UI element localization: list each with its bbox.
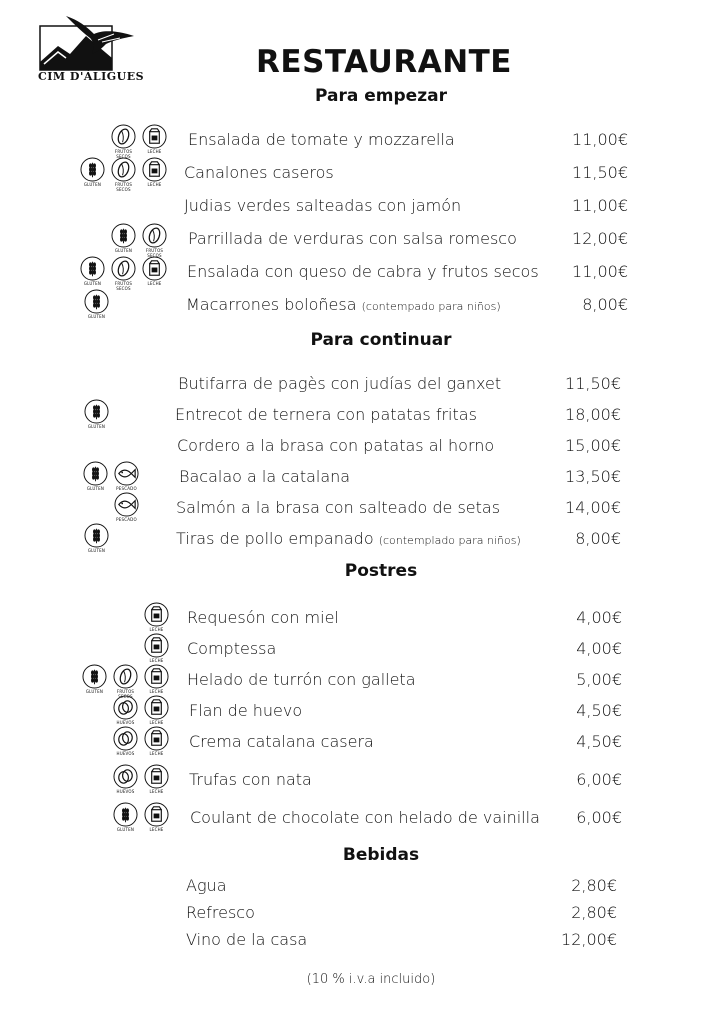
allergen-label: FRUTOS SECOS — [114, 281, 133, 291]
dish-name: Trufas con nata — [189, 770, 312, 789]
dish-name: Ensalada con queso de cabra y frutos secos — [187, 262, 539, 281]
dish-price: 4,50€ — [576, 732, 622, 751]
dish-name: Cordero a la brasa con patatas al horno — [177, 436, 495, 455]
allergen-label: FRUTOS SECOS — [145, 248, 164, 258]
allergen-icons — [112, 726, 170, 760]
dish-name: Requesón con miel — [187, 608, 339, 627]
milk-carton-icon — [141, 124, 168, 158]
dish-price: 8,00€ — [575, 529, 621, 548]
allergen-label: HUEVOS — [116, 720, 135, 725]
dish-name: Bacalao a la catalana — [179, 467, 351, 486]
section-heading: Para continuar — [310, 330, 452, 350]
nuts-icon — [141, 223, 168, 257]
milk-carton-icon — [141, 157, 168, 191]
dish-price: 4,50€ — [576, 701, 622, 720]
allergen-label: FRUTOS SECOS — [114, 149, 133, 159]
milk-carton-icon — [143, 633, 170, 667]
allergen-label: FRUTOS SECOS — [114, 182, 133, 192]
dish-name: Ensalada de tomate y mozzarella — [188, 130, 455, 149]
nuts-icon — [110, 157, 137, 191]
allergen-label: LECHE — [149, 720, 164, 725]
dish-price: 11,50€ — [572, 163, 628, 182]
egg-icon — [112, 764, 139, 798]
nuts-icon — [112, 664, 139, 698]
dish-price: 4,00€ — [576, 608, 622, 627]
gluten-icon — [79, 256, 106, 290]
milk-carton-icon — [143, 602, 170, 636]
milk-carton-icon — [143, 764, 170, 798]
dish-price: 6,00€ — [576, 770, 622, 789]
dish-name: Parrillada de verduras con salsa romesco — [188, 229, 517, 248]
allergen-label: LECHE — [147, 281, 162, 286]
allergen-label: LECHE — [149, 789, 164, 794]
allergen-label: HUEVOS — [116, 751, 135, 756]
allergen-label: PESCADO — [116, 517, 137, 522]
dish-name: Macarrones boloñesa (contempado para niños) — [186, 295, 501, 314]
dish-price: 11,00€ — [572, 262, 628, 281]
dish-note: (contemplado para niños) — [378, 534, 521, 547]
allergen-icons — [110, 223, 168, 257]
egg-icon — [112, 695, 139, 729]
dish-price: 2,80€ — [571, 903, 617, 922]
dish-name: Salmón a la brasa con salteado de setas — [176, 498, 501, 517]
gluten-icon — [112, 802, 139, 836]
allergen-icons — [83, 399, 110, 433]
dish-price: 4,00€ — [576, 639, 622, 658]
gluten-icon — [82, 461, 109, 495]
milk-carton-icon — [143, 664, 170, 698]
page-title: RESTAURANTE — [256, 44, 512, 80]
allergen-icons — [112, 802, 170, 836]
dish-name: Vino de la casa — [186, 930, 308, 949]
dish-price: 12,00€ — [561, 930, 617, 949]
gluten-icon — [83, 523, 110, 557]
allergen-label: LECHE — [147, 149, 162, 154]
allergen-label: GLUTEN — [83, 281, 102, 286]
dish-price: 8,00€ — [582, 295, 628, 314]
allergen-label: GLUTEN — [87, 424, 106, 429]
allergen-icons — [143, 602, 170, 636]
allergen-label: GLUTEN — [85, 689, 104, 694]
dish-name: Coulant de chocolate con helado de vainilla — [190, 808, 540, 827]
milk-carton-icon — [143, 695, 170, 729]
logo-text: CIM D'ÀLIGUES — [38, 70, 145, 83]
allergen-icons — [143, 633, 170, 667]
allergen-icons — [79, 256, 168, 290]
dish-price: 13,50€ — [565, 467, 621, 486]
allergen-icons — [113, 492, 140, 526]
allergen-label: LECHE — [149, 751, 164, 756]
dish-price: 12,00€ — [572, 229, 628, 248]
allergen-label: GLUTEN — [83, 182, 102, 187]
allergen-icons — [112, 764, 170, 798]
section-heading: Para empezar — [315, 86, 447, 106]
allergen-icons — [82, 461, 140, 495]
egg-icon — [112, 726, 139, 760]
allergen-icons — [81, 664, 170, 698]
nuts-icon — [110, 124, 137, 158]
section-heading: Bebidas — [342, 845, 420, 865]
dish-name: Tiras de pollo empanado (contemplado para niños) — [176, 529, 521, 548]
dish-price: 5,00€ — [576, 670, 622, 689]
dish-price: 6,00€ — [576, 808, 622, 827]
allergen-label: LECHE — [147, 182, 162, 187]
milk-carton-icon — [143, 802, 170, 836]
dish-name: Entrecot de ternera con patatas fritas — [175, 405, 477, 424]
dish-name: Crema catalana casera — [189, 732, 374, 751]
allergen-icons — [83, 289, 110, 323]
dish-name: Refresco — [186, 903, 255, 922]
allergen-label: GLUTEN — [86, 486, 105, 491]
allergen-label: LECHE — [149, 827, 164, 832]
gluten-icon — [83, 289, 110, 323]
allergen-label: GLUTEN — [114, 248, 133, 253]
dish-name: Canalones caseros — [184, 163, 334, 182]
dish-name: Agua — [186, 876, 227, 895]
dish-price: 15,00€ — [565, 436, 621, 455]
section-heading: Postres — [344, 561, 418, 581]
milk-carton-icon — [143, 726, 170, 760]
gluten-icon — [83, 399, 110, 433]
allergen-label: HUEVOS — [116, 789, 135, 794]
dish-name: Judias verdes salteadas con jamón — [184, 196, 462, 215]
allergen-label: FRUTOS SECOS — [116, 689, 135, 699]
fish-icon — [113, 492, 140, 526]
dish-name: Butifarra de pagès con judías del ganxet — [178, 374, 502, 393]
allergen-icons — [112, 695, 170, 729]
dish-price: 11,00€ — [572, 130, 628, 149]
allergen-label: GLUTEN — [87, 314, 106, 319]
allergen-icons — [110, 124, 168, 158]
dish-price: 14,00€ — [565, 498, 621, 517]
tax-note: (10 % i.v.a incluido) — [306, 972, 436, 987]
allergen-icons — [79, 157, 168, 191]
allergen-label: PESCADO — [116, 486, 137, 491]
milk-carton-icon — [141, 256, 168, 290]
dish-name: Comptessa — [187, 639, 277, 658]
allergen-icons — [83, 523, 110, 557]
dish-name: Helado de turrón con galleta — [187, 670, 416, 689]
fish-icon — [113, 461, 140, 495]
allergen-label: GLUTEN — [87, 548, 106, 553]
nuts-icon — [110, 256, 137, 290]
allergen-label: LECHE — [149, 689, 164, 694]
allergen-label: GLUTEN — [116, 827, 135, 832]
gluten-icon — [110, 223, 137, 257]
dish-price: 2,80€ — [571, 876, 617, 895]
dish-price: 11,50€ — [565, 374, 621, 393]
allergen-label: LECHE — [149, 658, 164, 663]
gluten-icon — [81, 664, 108, 698]
dish-name: Flan de huevo — [189, 701, 303, 720]
dish-price: 11,00€ — [572, 196, 628, 215]
dish-price: 18,00€ — [565, 405, 621, 424]
allergen-label: LECHE — [149, 627, 164, 632]
dish-note: (contempado para niños) — [361, 300, 501, 313]
gluten-icon — [79, 157, 106, 191]
